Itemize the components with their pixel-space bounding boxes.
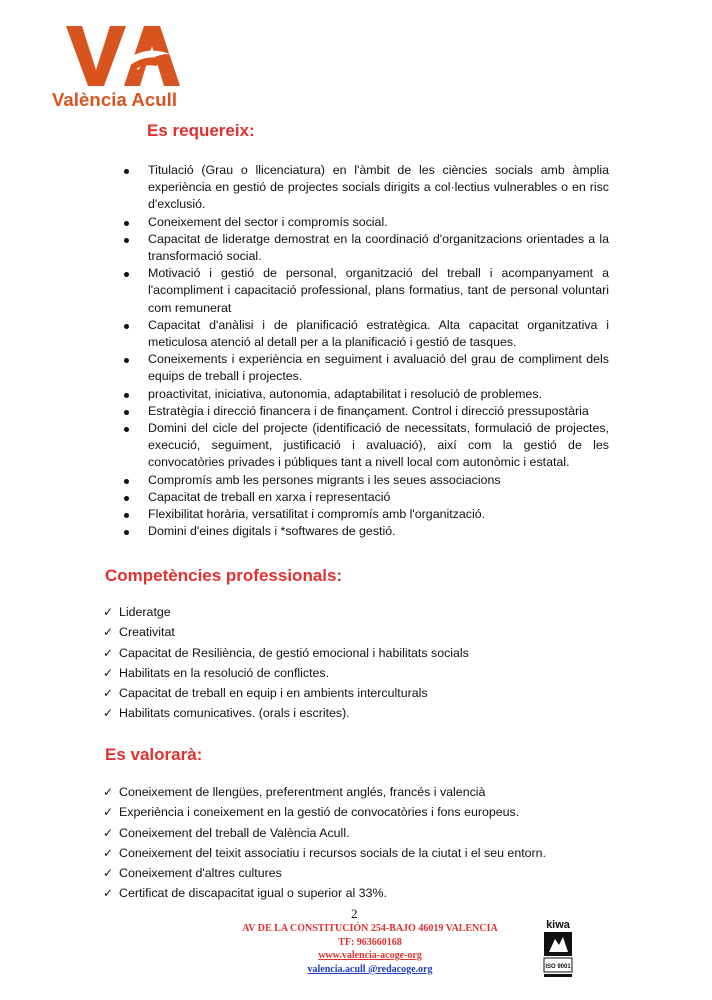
checkmark-icon: ✓ <box>103 605 114 619</box>
list-item: ✓ Coneixement de llengües, preferentment anglés, francés i valencià <box>103 782 546 802</box>
svg-text:ISO 9001: ISO 9001 <box>545 964 571 970</box>
list-item: proactivitat, iniciativa, autonomia, adaptabilitat i resolució de problemes. <box>121 386 609 403</box>
list-item: ✓ Habilitats en la resolució de conflictes. <box>103 663 469 683</box>
requirements-heading: Es requereix: <box>147 121 255 140</box>
checkmark-icon: ✓ <box>103 866 114 881</box>
checkmark-icon: ✓ <box>103 645 114 660</box>
footer-email-link[interactable]: valencia.acull @redacoge.org <box>307 963 433 975</box>
list-item: ✓ Habilitats comunicatives. (orals i escrites). <box>103 703 469 723</box>
list-item: Domini d'eines digitals i *softwares de gestió. <box>121 523 609 540</box>
list-item: Titulació (Grau o llicenciatura) en l'àmbit de les ciències socials amb àmplia experiència en gestió de projectes socials dirigits a col·lectius vulnerables o en risc d'exclusió. <box>121 162 609 214</box>
bullet-icon <box>124 324 129 329</box>
list-item: ✓ Experiència i coneixement en la gestió de convocatòries i fons europeus. <box>103 802 546 822</box>
list-item: Coneixements i experiència en seguiment i avaluació del grau de compliment dels equips de treball i projectes. <box>121 351 609 385</box>
svg-text:kiwa: kiwa <box>546 919 570 931</box>
bullet-icon <box>124 530 129 535</box>
list-item: Domini del cicle del projecte (identificació de necessitats, formulació de projectes, execució, seguiment, justificació i avaluació), així com la gestió de les convocatòries privades i públiques tant a nivell local com autonòmic i estatal. <box>121 420 609 472</box>
valued-heading: Es valorarà: <box>105 745 203 764</box>
bullet-icon <box>124 358 129 363</box>
list-item: ✓ Capacitat de treball en equip i en ambients interculturals <box>103 683 469 703</box>
list-item: ✓ Coneixement d'altres cultures <box>103 863 546 883</box>
list-item: ✓ Lideratge <box>103 602 469 622</box>
checkmark-icon: ✓ <box>103 625 114 640</box>
bullet-icon <box>124 513 129 518</box>
competencies-list <box>103 602 469 724</box>
page-number: 2 <box>351 906 358 921</box>
competencies-heading: Competències professionals: <box>105 566 343 585</box>
checkmark-icon: ✓ <box>103 845 114 860</box>
checkmark-icon: ✓ <box>103 785 114 799</box>
footer-address: AV DE LA CONSTITUCIÓN 254-BAJO 46019 VALENCIA <box>242 923 498 934</box>
footer-phone: TF: 963660168 <box>338 936 402 948</box>
list-item: Flexibilitat horària, versatilitat i compromís amb l'organització. <box>121 506 609 523</box>
bullet-icon <box>124 427 129 432</box>
list-item: Compromís amb les persones migrants i les seues associacions <box>121 472 609 489</box>
list-item: ✓ Coneixement del treball de València Acull. <box>103 823 546 843</box>
logo-name: València Acull <box>52 89 178 110</box>
valued-list <box>103 782 546 904</box>
bullet-icon <box>124 221 129 226</box>
checkmark-icon: ✓ <box>103 665 114 680</box>
bullet-icon <box>124 393 129 398</box>
checkmark-icon: ✓ <box>103 886 114 901</box>
list-item: Capacitat de treball en xarxa i representació <box>121 489 609 506</box>
footer-website-link[interactable]: www.valencia-acoge-org <box>318 950 422 962</box>
list-item: Motivació i gestió de personal, organització del treball i acompanyament a l'acompliment i capacitació professional, plans formatius, tant de personal voluntari com remunerat <box>121 265 609 317</box>
checkmark-icon: ✓ <box>103 825 114 840</box>
list-item: Capacitat de lideratge demostrat en la coordinació d'organitzacions orientades a la transformació social. <box>121 231 609 265</box>
list-item: Coneixement del sector i compromís social. <box>121 214 609 231</box>
footer <box>230 922 510 976</box>
list-item: ✓ Coneixement del teixit associatiu i recursos socials de la ciutat i el seu entorn. <box>103 843 546 863</box>
list-item: Capacitat d'anàlisi i de planificació estratègica. Alta capacitat organitzativa i meticulosa atenció al detall per a la planificació i gestió de tasques. <box>121 317 609 351</box>
bullet-icon <box>124 238 129 243</box>
bullet-icon <box>124 410 129 415</box>
checkmark-icon: ✓ <box>103 805 114 820</box>
checkmark-icon: ✓ <box>103 706 114 721</box>
requirements-list <box>121 162 609 540</box>
checkmark-icon: ✓ <box>103 686 114 701</box>
list-item: Estratègia i direcció financera i de finançament. Control i direcció pressupostària <box>121 403 609 420</box>
bullet-icon <box>124 496 129 501</box>
list-item: ✓ Creativitat <box>103 622 469 642</box>
bullet-icon <box>124 169 129 174</box>
list-item: ✓ Capacitat de Resiliència, de gestió emocional i habilitats socials <box>103 643 469 663</box>
kiwa-iso-certification-seal <box>541 917 575 979</box>
bullet-icon <box>124 479 129 484</box>
bullet-icon <box>124 272 129 277</box>
list-item: ✓ Certificat de discapacitat igual o superior al 33%. <box>103 883 546 903</box>
